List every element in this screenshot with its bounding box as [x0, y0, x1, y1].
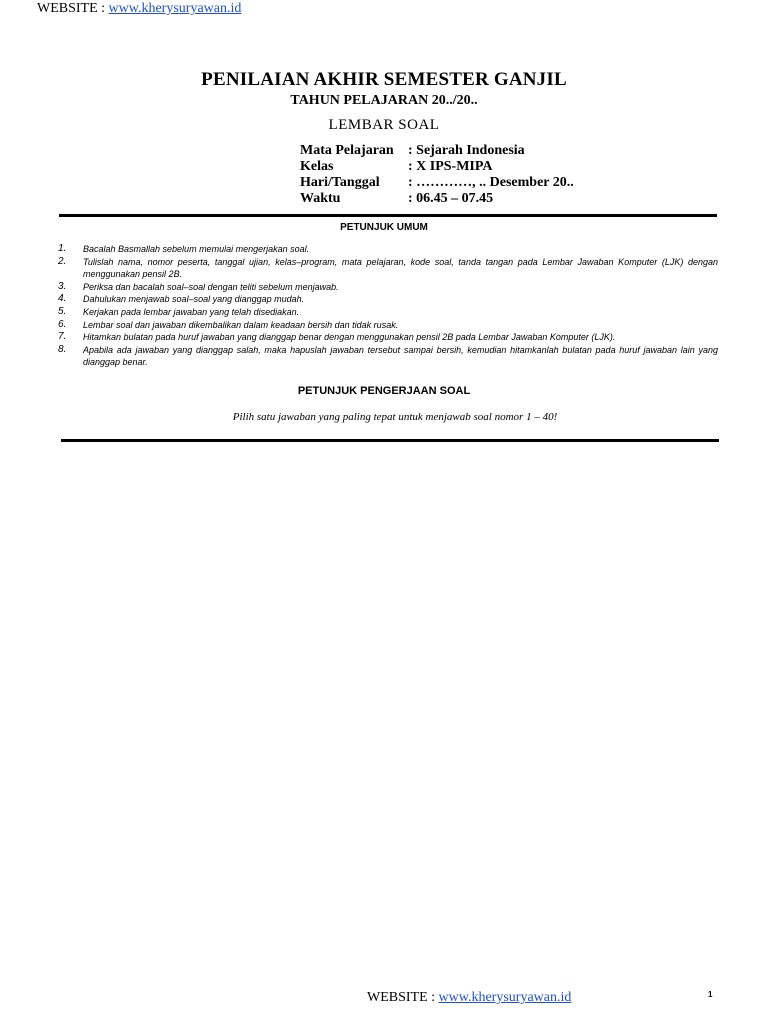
divider-bottom — [61, 439, 719, 442]
info-label: Hari/Tanggal — [300, 175, 380, 190]
academic-year: TAHUN PELAJARAN 20../20.. — [290, 93, 478, 108]
item-number: 7. — [58, 331, 67, 343]
item-number: 4. — [58, 293, 67, 305]
general-instructions-list — [58, 243, 718, 369]
item-number: 6. — [58, 318, 67, 330]
list-item — [58, 319, 718, 332]
page-footer — [367, 990, 571, 1006]
header-label: WEBSITE : — [37, 1, 109, 16]
info-value: : …………, .. Desember 20.. — [408, 175, 574, 190]
info-value: : Sejarah Indonesia — [408, 143, 525, 158]
item-number: 5. — [58, 305, 67, 317]
footer-website-link[interactable]: www.kherysuryawan.id — [438, 990, 572, 1005]
footer-label: WEBSITE : — [367, 990, 439, 1005]
item-number: 2. — [58, 255, 67, 267]
info-value: : 06.45 – 07.45 — [408, 191, 494, 206]
info-value: : X IPS-MIPA — [408, 159, 493, 174]
info-row-date — [300, 175, 574, 191]
item-text: Lembar soal dan jawaban dikembalikan dalam keadaan bersih dan tidak rusak. — [83, 319, 399, 330]
list-item — [58, 306, 718, 319]
list-item — [58, 281, 718, 294]
item-number: 3. — [58, 280, 67, 292]
page-header — [37, 1, 241, 17]
item-text: Kerjakan pada lembar jawaban yang telah disediakan. — [83, 306, 300, 317]
general-instructions-title: PETUNJUK UMUM — [340, 222, 428, 233]
divider-top — [59, 214, 717, 217]
item-number: 8. — [58, 343, 67, 355]
header-website-link[interactable]: www.kherysuryawan.id — [108, 1, 242, 16]
info-row-time — [300, 191, 574, 207]
document-title: PENILAIAN AKHIR SEMESTER GANJIL — [201, 69, 567, 90]
item-text: Bacalah Basmallah sebelum memulai mengerjakan soal. — [83, 244, 310, 254]
list-item — [58, 344, 718, 369]
exam-info — [300, 143, 574, 207]
list-item — [58, 256, 718, 281]
item-number: 1. — [58, 243, 67, 254]
info-row-subject — [300, 143, 574, 159]
info-label: Mata Pelajaran — [300, 143, 394, 158]
info-label: Kelas — [300, 159, 334, 174]
list-item — [58, 293, 718, 306]
item-text: Apabila ada jawaban yang dianggap salah, maka hapuslah jawaban tersebut sampai bersih, kemudian hitamkanlah bulatan pada huruf jawaban lain yang dianggap benar. — [83, 344, 718, 368]
work-instructions-title: PETUNJUK PENGERJAAN SOAL — [297, 385, 471, 397]
list-item — [58, 331, 718, 344]
info-row-class — [300, 159, 574, 175]
item-text: Hitamkan bulatan pada huruf jawaban yang dianggap benar dengan menggunakan pensil 2B pada Lembar Jawaban Komputer (LJK). — [83, 332, 616, 343]
item-text: Periksa dan bacalah soal–soal dengan teliti sebelum menjawab. — [83, 281, 339, 292]
page-number: 1 — [708, 990, 713, 999]
info-label: Waktu — [300, 191, 341, 206]
sheet-label: LEMBAR SOAL — [328, 117, 440, 133]
list-item — [58, 243, 718, 256]
item-text: Dahulukan menjawab soal–soal yang dianggap mudah. — [83, 294, 305, 305]
item-text: Tulislah nama, nomor peserta, tanggal ujian, kelas–program, mata pelajaran, kode soal, tanda tangan pada Lembar Jawaban Komputer (LJK) dengan menggunakan pensil 2B. — [83, 256, 718, 280]
work-instructions-text: Pilih satu jawaban yang paling tepat untuk menjawab soal nomor 1 – 40! — [232, 411, 558, 423]
